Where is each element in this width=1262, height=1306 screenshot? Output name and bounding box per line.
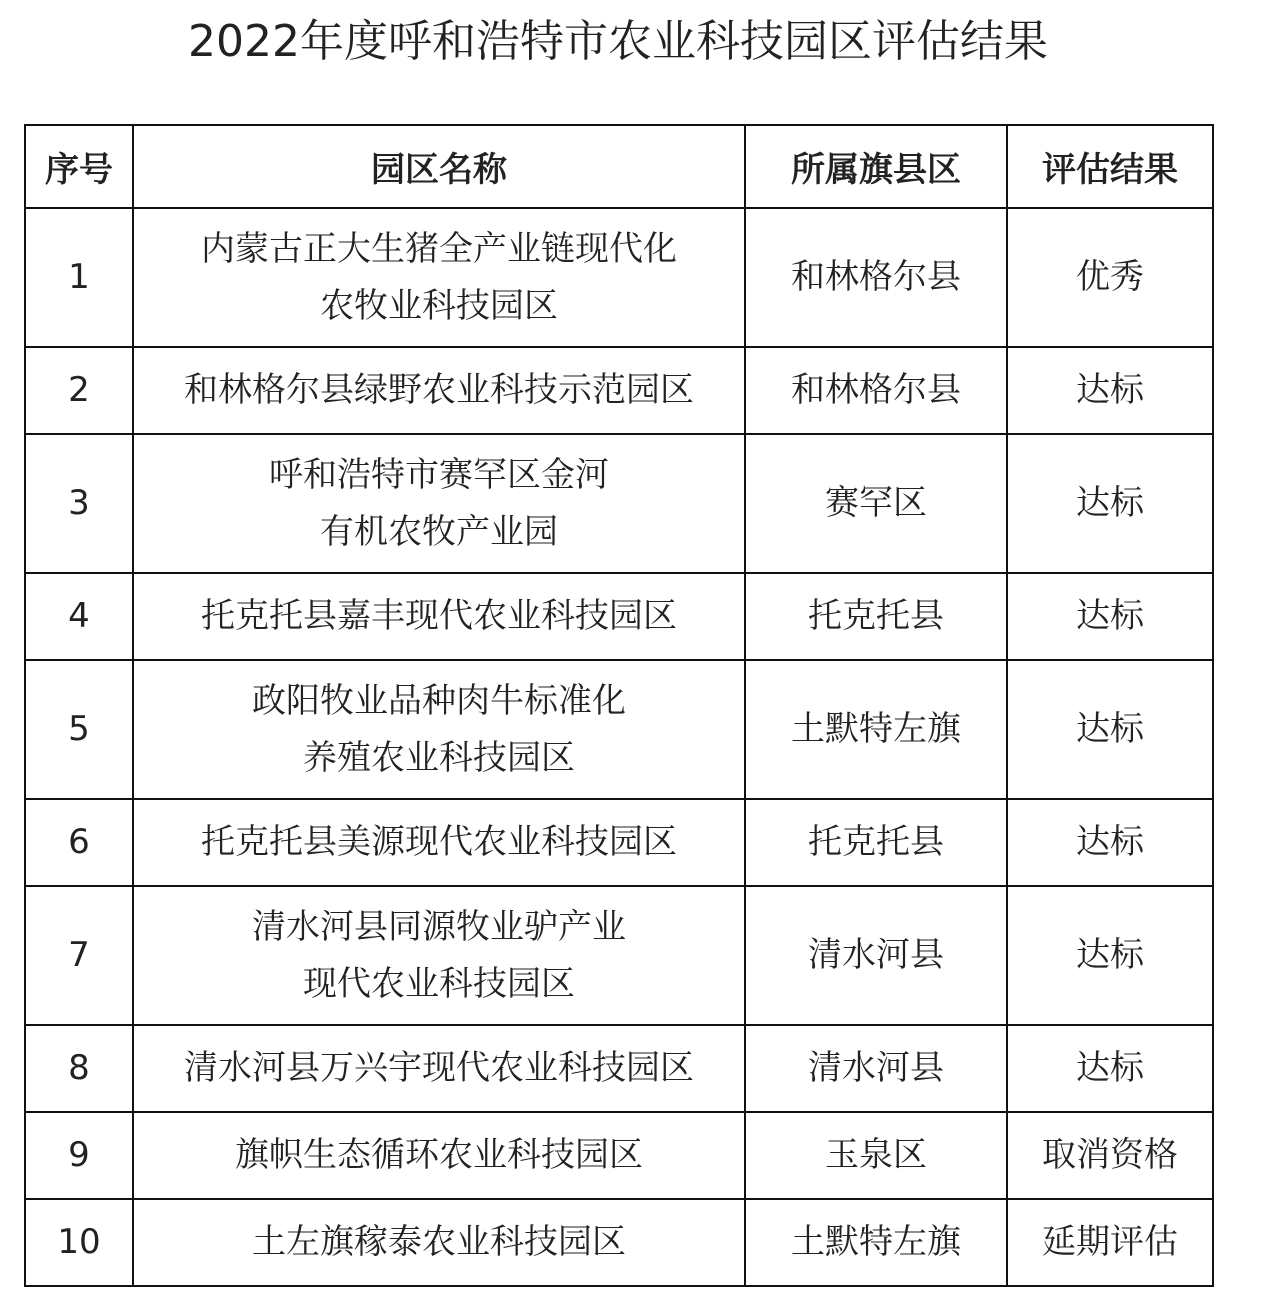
cell-district: 和林格尔县 [745,208,1007,347]
table-row [25,347,1213,434]
cell-serial-number: 4 [25,573,133,660]
park-name-line: 清水河县同源牧业驴产业 [252,906,626,947]
park-name-line: 内蒙古正大生猪全产业链现代化 [201,228,677,269]
park-name-line: 养殖农业科技园区 [303,737,575,778]
park-name-line: 农牧业科技园区 [320,285,558,326]
cell-district: 玉泉区 [745,1112,1007,1199]
cell-evaluation-result: 优秀 [1007,208,1213,347]
cell-district: 托克托县 [745,799,1007,886]
park-name-line: 呼和浩特市赛罕区金河 [269,454,609,495]
table-row [25,1112,1213,1199]
park-name-line: 和林格尔县绿野农业科技示范园区 [184,370,694,410]
cell-serial-number: 8 [25,1025,133,1112]
cell-serial-number: 3 [25,434,133,573]
cell-evaluation-result: 达标 [1007,799,1213,886]
header-park-name: 园区名称 [133,125,745,208]
park-name-line: 现代农业科技园区 [303,963,575,1004]
cell-evaluation-result: 达标 [1007,1025,1213,1112]
cell-evaluation-result: 达标 [1007,660,1213,799]
park-name-line: 托克托县嘉丰现代农业科技园区 [201,596,677,636]
cell-serial-number: 7 [25,886,133,1025]
cell-district: 托克托县 [745,573,1007,660]
cell-park-name [133,886,745,1025]
cell-park-name [133,1199,745,1286]
table-row [25,1199,1213,1286]
cell-serial-number: 1 [25,208,133,347]
cell-serial-number: 2 [25,347,133,434]
cell-park-name [133,660,745,799]
park-name-line: 清水河县万兴宇现代农业科技园区 [184,1048,694,1088]
evaluation-results-table [24,124,1214,1287]
document-title: 2022年度呼和浩特市农业科技园区评估结果 [188,16,1048,67]
cell-district: 赛罕区 [745,434,1007,573]
cell-park-name [133,434,745,573]
cell-evaluation-result: 达标 [1007,886,1213,1025]
park-name-line: 政阳牧业品种肉牛标准化 [252,680,626,721]
cell-park-name [133,573,745,660]
cell-park-name [133,347,745,434]
park-name-line: 土左旗稼泰农业科技园区 [252,1222,626,1262]
cell-park-name [133,208,745,347]
park-name-line: 有机农牧产业园 [320,511,558,552]
cell-district: 土默特左旗 [745,660,1007,799]
table-row [25,573,1213,660]
cell-district: 土默特左旗 [745,1199,1007,1286]
cell-evaluation-result: 延期评估 [1007,1199,1213,1286]
table-row [25,660,1213,799]
cell-district: 清水河县 [745,886,1007,1025]
cell-evaluation-result: 达标 [1007,347,1213,434]
cell-park-name [133,1112,745,1199]
cell-park-name [133,1025,745,1112]
cell-evaluation-result: 达标 [1007,434,1213,573]
cell-evaluation-result: 达标 [1007,573,1213,660]
table-row [25,886,1213,1025]
cell-serial-number: 5 [25,660,133,799]
cell-serial-number: 9 [25,1112,133,1199]
table-row [25,434,1213,573]
table-header-row [25,125,1213,208]
cell-evaluation-result: 取消资格 [1007,1112,1213,1199]
table-row [25,1025,1213,1112]
table-row [25,799,1213,886]
cell-district: 清水河县 [745,1025,1007,1112]
table-row [25,208,1213,347]
park-name-line: 旗帜生态循环农业科技园区 [235,1135,643,1175]
header-district: 所属旗县区 [745,125,1007,208]
cell-park-name [133,799,745,886]
header-serial-number: 序号 [25,125,133,208]
cell-serial-number: 10 [25,1199,133,1286]
cell-district: 和林格尔县 [745,347,1007,434]
cell-serial-number: 6 [25,799,133,886]
header-evaluation-result: 评估结果 [1007,125,1213,208]
park-name-line: 托克托县美源现代农业科技园区 [201,822,677,862]
